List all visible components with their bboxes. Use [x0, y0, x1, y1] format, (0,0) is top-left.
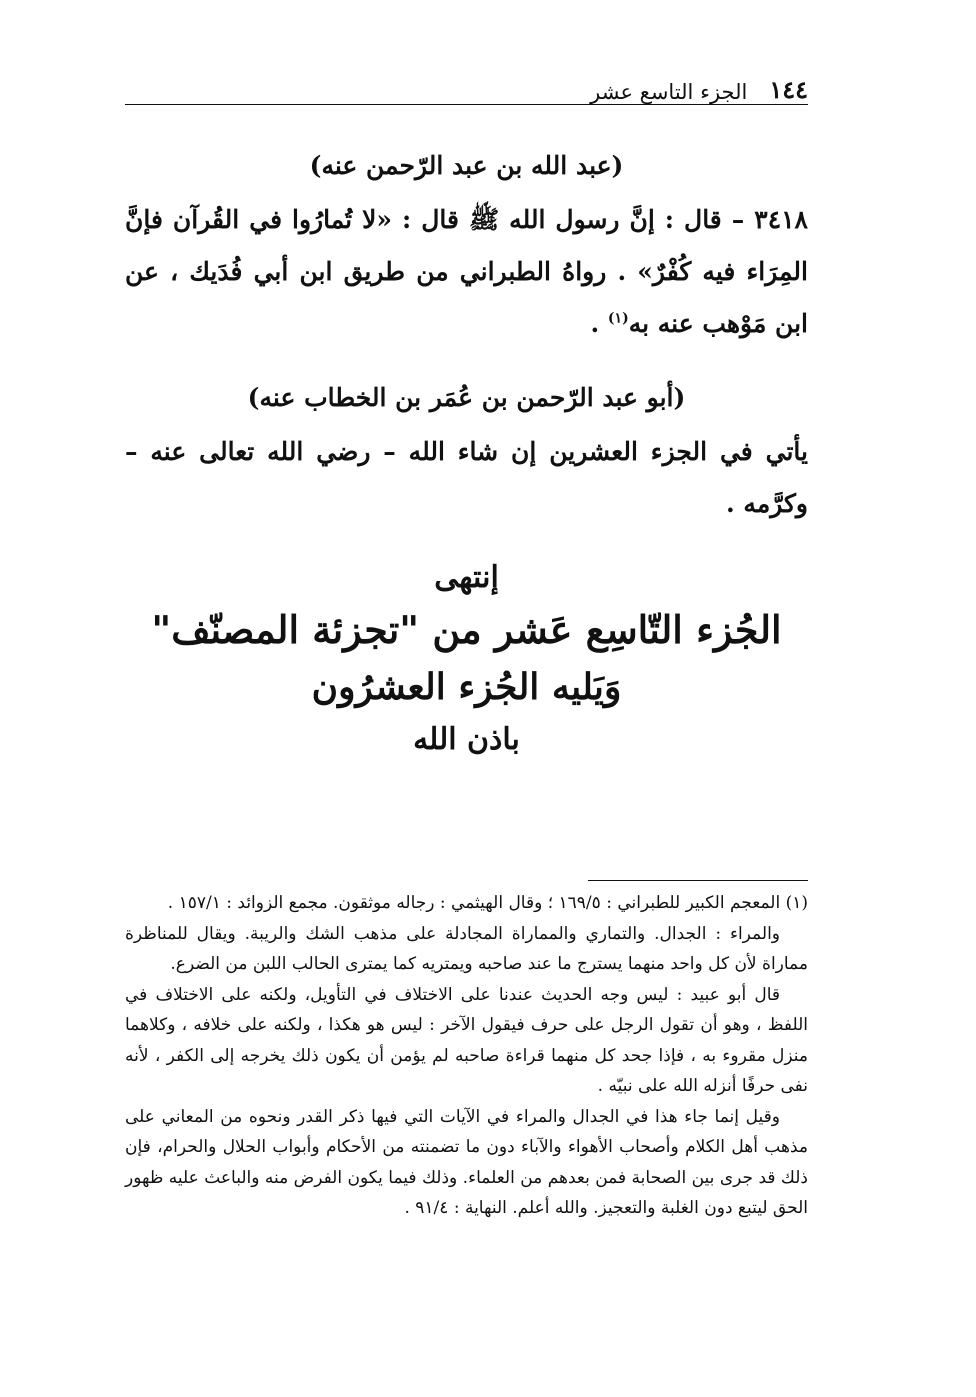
hadith-entry	[125, 194, 808, 350]
footnote: (١) المعجم الكبير للطبراني : ١٦٩/٥ ؛ وقال الهيثمي : رجاله موثقون. مجمع الزوائد : ١٥٧/١ .	[167, 893, 808, 913]
running-title: الجزء التاسع عشر	[590, 80, 748, 104]
main-text	[125, 138, 808, 530]
footnotes	[125, 888, 808, 1224]
footnote-paragraph: قال أبو عبيد : ليس وجه الحديث عندنا على الاختلاف في التأويل، ولكنه على الاختلاف في اللفظ ، وهو أن تقول الرجل على حرف فيقول الآخر : ليس هو هكذا ، ولكنه على خلافه ، وكلاهما منزل مقروء به ، فإذا جحد كل منهما قراءة صاحبه لم يؤمن أن يكون ذلك يخرجه إلى الكفر ، لأنه نفى حرفًا أنزله الله على نبيّه .	[125, 984, 808, 1096]
entry-end: .	[590, 309, 608, 338]
colophon-line: وَيَليه الجُزء العشرُون	[311, 666, 622, 708]
entry-text: يأتي في الجزء العشرين إن شاء الله – رضي الله تعالى عنه – وكرَّمه .	[125, 437, 808, 518]
footnote-paragraph: والمراء : الجدال. والتماري والمماراة المجادلة على مذهب الشك والريبة. ويقال للمناظرة مماراة لأن كل واحد منهما يسترج ما عند صاحبه ويمتريه كما يمترى الحالب اللبن من الضرع.	[125, 923, 808, 974]
colophon-line: باذن الله	[413, 722, 520, 757]
footnote-divider	[588, 880, 808, 881]
section-heading: (عبد الله بن عبد الرّحمن عنه)	[309, 151, 624, 180]
colophon	[125, 555, 808, 765]
header-divider	[125, 104, 808, 105]
footnote-paragraph: وقيل إنما جاء هذا في الجدال والمراء في الآيات التي فيها ذكر القدر ونحوه من المعاني على مذهب أهل الكلام وأصحاب الأهواء والآباء دون ما تضمنته من الأحكام وأبواب الحلال والحرام، فإن ذلك قد جرى بين الصحابة فمن بعدهم من العلماء. وذلك فيما يكون الفرض منه والباعث عليه ظهور الحق ليتبع دون الغلبة والتعجيز. والله أعلم. النهاية : ٩١/٤ .	[125, 1106, 808, 1218]
section-heading: (أبو عبد الرّحمن بن عُمَر بن الخطاب عنه)	[247, 383, 686, 412]
entry-text: – قال : إنَّ رسول الله ﷺ قال : «لا تُمارُوا في القُرآن فإنَّ المِرَاء فيه كُفْرٌ» . رواهُ الطبراني من طريق ابن أبي فُدَيك ، عن ابن مَوْهب عنه به	[125, 205, 808, 338]
running-header	[125, 64, 808, 104]
page-number: ١٤٤	[769, 75, 808, 104]
footnote-ref: (١)	[607, 310, 629, 327]
colophon-line: إنتهى	[434, 560, 499, 595]
entry-number: ٣٤١٨	[754, 205, 808, 234]
colophon-line: الجُزء التّاسِع عَشر من "تجزئة المصنّف"	[151, 607, 782, 652]
